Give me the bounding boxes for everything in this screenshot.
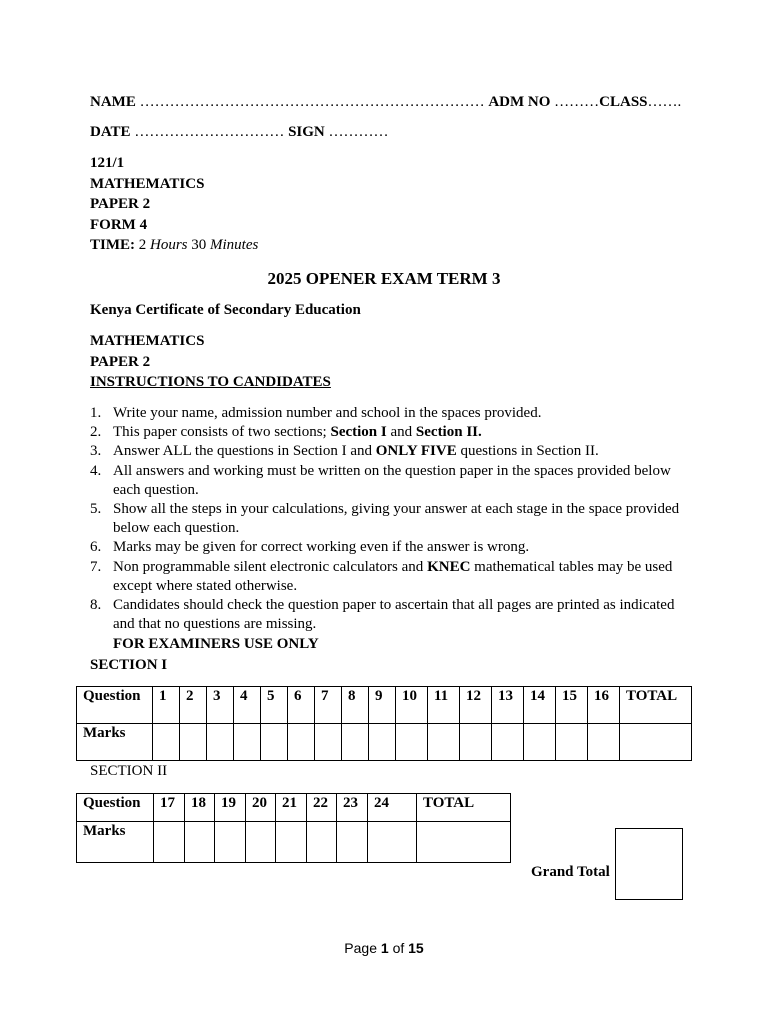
total-header: TOTAL xyxy=(620,687,692,724)
table-row xyxy=(77,724,692,761)
of-word: of xyxy=(392,940,405,956)
instructions-list xyxy=(90,404,690,634)
instructions-heading: INSTRUCTIONS TO CANDIDATES xyxy=(90,374,331,390)
total-cell[interactable] xyxy=(417,822,511,863)
paper-form: FORM 4 xyxy=(90,217,148,233)
question-number: 24 xyxy=(368,794,417,822)
table-row xyxy=(77,794,511,822)
paper-time: TIME: 2 Hours 30 Minutes xyxy=(90,237,259,253)
instruction-item: 3. Answer ALL the questions in Section I and ONLY FIVE questions in Section II. xyxy=(90,443,599,460)
grand-total-box[interactable] xyxy=(615,828,683,900)
marks-cell[interactable] xyxy=(185,822,215,863)
question-number: 8 xyxy=(342,687,369,724)
marks-cell[interactable] xyxy=(492,724,524,761)
sign-field[interactable]: ………… xyxy=(328,124,389,140)
marks-cell[interactable] xyxy=(396,724,428,761)
question-number: 3 xyxy=(207,687,234,724)
page-footer xyxy=(0,940,768,956)
question-number: 22 xyxy=(307,794,337,822)
marks-cell[interactable] xyxy=(460,724,492,761)
question-number: 21 xyxy=(276,794,307,822)
question-number: 15 xyxy=(556,687,588,724)
paper-heading: PAPER 2 xyxy=(90,354,151,370)
question-number: 10 xyxy=(396,687,428,724)
question-header: Question xyxy=(77,687,153,724)
date-sign-line xyxy=(90,124,389,141)
marks-cell[interactable] xyxy=(288,724,315,761)
instruction-item: 5. Show all the steps in your calculations, giving your answer at each stage in the space provided below each question. xyxy=(90,501,680,537)
question-number: 6 xyxy=(288,687,315,724)
section-one-label: SECTION I xyxy=(90,657,168,673)
question-number: 9 xyxy=(369,687,396,724)
total-header: TOTAL xyxy=(417,794,511,822)
question-number: 11 xyxy=(428,687,460,724)
marks-cell[interactable] xyxy=(337,822,368,863)
class-label: CLASS xyxy=(599,94,648,110)
instruction-item: 6. Marks may be given for correct working even if the answer is wrong. xyxy=(90,539,530,556)
question-number: 4 xyxy=(234,687,261,724)
marks-cell[interactable] xyxy=(369,724,396,761)
name-line xyxy=(90,94,681,111)
marks-cell[interactable] xyxy=(154,822,185,863)
date-field[interactable]: ………………………… xyxy=(134,124,285,140)
marks-cell[interactable] xyxy=(588,724,620,761)
exam-title: 2025 OPENER EXAM TERM 3 xyxy=(267,269,501,288)
marks-cell[interactable] xyxy=(153,724,180,761)
instruction-item: 7. Non programmable silent electronic calculators and KNEC mathematical tables may be used except where stated otherwise. xyxy=(90,558,673,594)
certificate-name: Kenya Certificate of Secondary Education xyxy=(90,302,361,318)
marks-cell[interactable] xyxy=(368,822,417,863)
section-one-table xyxy=(76,686,692,761)
date-label: DATE xyxy=(90,124,131,140)
paper-subject: MATHEMATICS xyxy=(90,176,205,192)
marks-cell[interactable] xyxy=(207,724,234,761)
marks-cell[interactable] xyxy=(556,724,588,761)
marks-cell[interactable] xyxy=(315,724,342,761)
table-row xyxy=(77,822,511,863)
instruction-item: 2. This paper consists of two sections; Section I and Section II. xyxy=(90,424,482,441)
adm-label: ADM NO xyxy=(488,94,551,110)
marks-cell[interactable] xyxy=(261,724,288,761)
marks-cell[interactable] xyxy=(307,822,337,863)
question-number: 1 xyxy=(153,687,180,724)
paper-number: PAPER 2 xyxy=(90,196,151,212)
question-number: 16 xyxy=(588,687,620,724)
page-total: 15 xyxy=(408,940,424,956)
marks-cell[interactable] xyxy=(342,724,369,761)
marks-cell[interactable] xyxy=(180,724,207,761)
question-number: 19 xyxy=(215,794,246,822)
question-number: 7 xyxy=(315,687,342,724)
class-field[interactable]: ……. xyxy=(647,94,682,110)
marks-cell[interactable] xyxy=(246,822,276,863)
instruction-item: 1. Write your name, admission number and school in the spaces provided. xyxy=(90,405,542,421)
question-number: 18 xyxy=(185,794,215,822)
instruction-item: 8. Candidates should check the question paper to ascertain that all pages are printed as indicated and that no questions are missing. xyxy=(90,597,675,633)
page-number: 1 xyxy=(380,940,389,956)
section-two-table xyxy=(76,793,511,863)
question-number: 14 xyxy=(524,687,556,724)
time-label: TIME: xyxy=(90,237,135,253)
question-number: 5 xyxy=(261,687,288,724)
name-field[interactable]: …………………………………………………………… xyxy=(139,94,485,110)
marks-cell[interactable] xyxy=(276,822,307,863)
question-number: 13 xyxy=(492,687,524,724)
marks-header: Marks xyxy=(77,724,153,761)
page-word: Page xyxy=(344,940,377,956)
table-row xyxy=(77,687,692,724)
instruction-item: 4. All answers and working must be written on the question paper in the spaces provided below each question. xyxy=(90,462,671,498)
marks-cell[interactable] xyxy=(234,724,261,761)
question-number: 23 xyxy=(337,794,368,822)
question-number: 12 xyxy=(460,687,492,724)
marks-cell[interactable] xyxy=(428,724,460,761)
marks-cell[interactable] xyxy=(524,724,556,761)
examiners-heading: FOR EXAMINERS USE ONLY xyxy=(113,636,319,652)
question-header: Question xyxy=(77,794,154,822)
sign-label: SIGN xyxy=(288,124,325,140)
adm-field[interactable]: ……… xyxy=(554,94,600,110)
marks-header: Marks xyxy=(77,822,154,863)
subject-heading: MATHEMATICS xyxy=(90,333,205,349)
grand-total-label: Grand Total xyxy=(531,864,610,880)
name-label: NAME xyxy=(90,94,136,110)
question-number: 17 xyxy=(154,794,185,822)
question-number: 2 xyxy=(180,687,207,724)
marks-cell[interactable] xyxy=(215,822,246,863)
question-number: 20 xyxy=(246,794,276,822)
section-two-label: SECTION II xyxy=(90,763,168,779)
paper-code: 121/1 xyxy=(90,155,125,171)
total-cell[interactable] xyxy=(620,724,692,761)
